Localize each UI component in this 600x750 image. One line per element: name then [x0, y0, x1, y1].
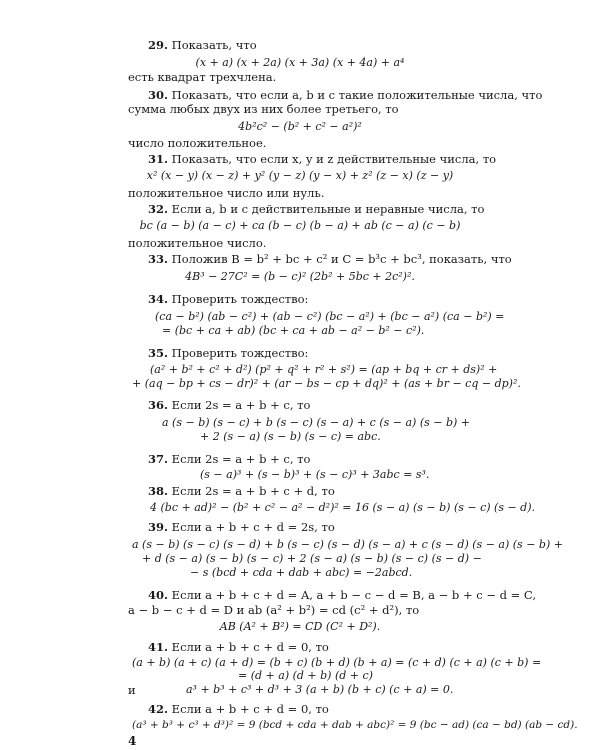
- problem-38: 38. Если 2s = a + b + c + d, то: [148, 484, 335, 498]
- formula-39b: + d (s − a) (s − b) (s − c) + 2 (s − a) (s − b) (s − c) (s − d) −: [142, 552, 482, 565]
- formula-39c: − s (bcd + cda + dab + abc) = −2abcd.: [190, 566, 413, 579]
- formula-41a: (a + b) (a + c) (a + d) = (b + c) (b + d) (b + a) = (c + d) (c + a) (c + b) =: [132, 656, 542, 669]
- problem-30-cont: сумма любых двух из них более третьего, то: [128, 102, 399, 116]
- problem-41: 41. Если a + b + c + d = 0, то: [148, 640, 329, 654]
- formula-29: (x + a) (x + 2a) (x + 3a) (x + 4a) + a⁴: [195, 56, 405, 69]
- formula-36a: a (s − b) (s − c) + b (s − c) (s − a) + c (s − a) (s − b) +: [162, 416, 471, 429]
- problem-41-conj: и: [128, 683, 136, 697]
- problem-32-tail: положительное число.: [128, 236, 267, 250]
- page-number: 4: [128, 734, 137, 748]
- formula-35b: + (aq − bp + cs − dr)² + (ar − bs − cp + dq)² + (as + br − cq − dp)².: [132, 377, 521, 390]
- formula-39a: a (s − b) (s − c) (s − d) + b (s − c) (s − d) (s − a) + c (s − d) (s − a) (s − b) +: [132, 538, 563, 551]
- problem-30-tail: число положительное.: [128, 136, 267, 150]
- formula-40: AB (A² + B²) = CD (C² + D²).: [219, 620, 381, 633]
- formula-32: bc (a − b) (a − c) + ca (b − c) (b − a) + ab (c − a) (c − b): [139, 219, 461, 232]
- formula-41b: = (d + a) (d + b) (d + c): [238, 669, 373, 682]
- formula-38: 4 (bc + ad)² − (b² + c² − a² − d²)² = 16 (s − a) (s − b) (s − c) (s − d).: [150, 501, 536, 514]
- problem-37: 37. Если 2s = a + b + c, то: [148, 452, 311, 466]
- problem-29-tail: есть квадрат трехчлена.: [128, 70, 277, 84]
- problem-31-tail: положительное число или нуль.: [128, 186, 325, 200]
- problem-40: 40. Если a + b + c + d = A, a + b − c − d = B, a − b + c − d = C,: [148, 588, 536, 602]
- formula-37: (s − a)³ + (s − b)³ + (s − c)³ + 3abc = s³.: [200, 468, 430, 481]
- formula-31: x² (x − y) (x − z) + y² (y − z) (y − x) + z² (z − x) (z − y): [146, 169, 454, 182]
- problem-40-cont: a − b − c + d = D и ab (a² + b²) = cd (c² + d²), то: [128, 603, 420, 617]
- problem-30: 30. Показать, что если a, b и c такие положительные числа, что: [148, 88, 543, 102]
- formula-30: 4b²c² − (b² + c² − a²)²: [238, 120, 362, 133]
- problem-42: 42. Если a + b + c + d = 0, то: [148, 702, 329, 716]
- problem-39: 39. Если a + b + c + d = 2s, то: [148, 520, 335, 534]
- formula-41c: a³ + b³ + c³ + d³ + 3 (a + b) (b + c) (c + a) = 0.: [186, 683, 454, 696]
- formula-34a: (ca − b²) (ab − c²) + (ab − c²) (bc − a²) + (bc − a²) (ca − b²) =: [155, 310, 505, 323]
- problem-32: 32. Если a, b и c действительные и неравные числа, то: [148, 202, 485, 216]
- problem-33: 33. Положив B = b² + bc + c² и C = b³c + bc³, показать, что: [148, 252, 512, 266]
- formula-33: 4B³ − 27C² = (b − c)² (2b² + 5bc + 2c²)².: [185, 270, 415, 283]
- problem-29: 29. Показать, что: [148, 38, 257, 52]
- problem-35: 35. Проверить тождество:: [148, 346, 309, 360]
- problem-31: 31. Показать, что если x, y и z действительные числа, то: [148, 152, 497, 166]
- formula-36b: + 2 (s − a) (s − b) (s − c) = abc.: [200, 430, 381, 443]
- formula-34b: = (bc + ca + ab) (bc + ca + ab − a² − b² − c²).: [162, 324, 425, 337]
- problem-34: 34. Проверить тождество:: [148, 292, 309, 306]
- formula-35a: (a² + b² + c² + d²) (p² + q² + r² + s²) = (ap + bq + cr + ds)² +: [150, 363, 498, 376]
- formula-42: (a³ + b³ + c³ + d³)² = 9 (bcd + cda + dab + abc)² = 9 (bc − ad) (ca − bd) (ab − cd).: [132, 719, 578, 731]
- problem-36: 36. Если 2s = a + b + c, то: [148, 398, 311, 412]
